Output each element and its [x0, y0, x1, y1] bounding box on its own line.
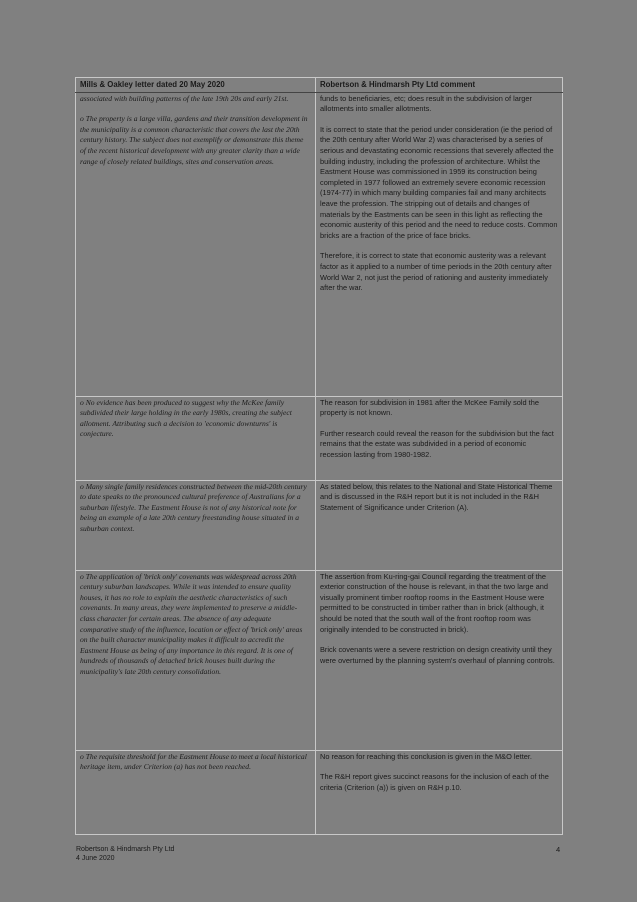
header-mills-oakley: Mills & Oakley letter dated 20 May 2020 — [76, 78, 316, 93]
footer-date: 4 June 2020 — [76, 855, 115, 862]
header-robertson-hindmarsh: Robertson & Hindmarsh Pty Ltd comment — [316, 78, 563, 93]
cell-paragraph: Further research could reveal the reason for the subdivision but the fact remains that the estate was subdivided in a period of economic recession lasting from 1980-1982. — [320, 428, 554, 459]
cell-paragraph: The R&H report gives succinct reasons for the inclusion of each of the criteria (Criterion (a)) is given on R&H p.10. — [320, 772, 549, 792]
table-row — [76, 750, 563, 834]
comparison-table — [75, 77, 563, 835]
mills-oakley-cell — [76, 396, 316, 480]
cell-paragraph: Therefore, it is correct to state that economic austerity was a relevant factor as it applied to a number of time periods in the 20th century after World War 2, not just the period of rationing and austerity immediately after the war. — [320, 251, 552, 293]
cell-paragraph: No reason for reaching this conclusion is given in the M&O letter. — [320, 751, 532, 761]
mills-oakley-cell — [76, 750, 316, 834]
footer-company: Robertson & Hindmarsh Pty Ltd — [76, 846, 175, 853]
cell-paragraph: As stated below, this relates to the National and State Historical Theme and is discussed in the R&H report but it is not included in the R&H Statement of Significance under Criterion (A). — [320, 481, 553, 512]
robertson-hindmarsh-cell — [316, 750, 563, 834]
cell-paragraph: o Many single family residences constructed between the mid-20th century to date speaks to the pronounced cultural preference of Australians for a suburban lifestyle. The Eastment House is not of any historical note for being an example of a late 20th century freestanding house situated in a suburban context. — [80, 481, 307, 533]
cell-paragraph: o The requisite threshold for the Eastment House to meet a local historical heritage item, under Criterion (a) has not been reached. — [80, 751, 307, 772]
cell-paragraph: o The property is a large villa, gardens and their transition development in the municipality is a common characteristic that covers the last the 20th century history. The subject does not exemplify or demonstrate this theme of the recent historical development with any greater clarity than a wide range of closely related buildings, sites and conservation areas. — [80, 114, 308, 166]
mills-oakley-cell — [76, 480, 316, 570]
cell-paragraph: The assertion from Ku-ring-gai Council regarding the treatment of the exterior construction of the house is relevant, in that the two large and visually prominent timber rooftop rooms in the Eastment House were permitted to be constructed in timber rather than in brick (although, it should be noted that the south wall of the front rooftop room was originally intended to be constructed in brick). — [320, 571, 549, 634]
cell-paragraph: o No evidence has been produced to suggest why the McKee family subdivided their large holding in the early 1980s, creating the subject allotment. Attributing such a decision to 'economic downturns' is conjecture. — [80, 397, 292, 439]
cell-paragraph: associated with building patterns of the late 19th 20s and early 21st. — [80, 93, 289, 103]
table-header-row — [76, 78, 563, 93]
cell-paragraph: funds to beneficiaries, etc; does result in the subdivision of larger allotments into smaller allotments. — [320, 93, 532, 114]
cell-paragraph: o The application of 'brick only' covenants was widespread across 20th century suburban landscapes. While it was intended to ensure quality houses, it has no role to explain the aesthetic characteristics of such covenants. In many areas, they were implemented to preserve a middle-class character for certain areas. The absence of any adequate comparative study of the influence, location or effect of 'brick only' areas on the built character municipality makes it difficult to accredit the Eastment House as being of any importance in this regard. It is one of hundreds of thousands of detached brick houses built during the municipality's late 20th century consolidation. — [80, 571, 303, 676]
table-row — [76, 396, 563, 480]
page-number: 4 — [556, 845, 561, 854]
table-row — [76, 570, 563, 750]
table-row — [76, 480, 563, 570]
mills-oakley-cell — [76, 570, 316, 750]
robertson-hindmarsh-cell — [316, 92, 563, 396]
page-footer — [76, 845, 174, 863]
cell-paragraph: It is correct to state that the period under consideration (ie the period of the 20th century after World War 2) was characterised by a series of serious and devastating economic recessions that severely affected the building industry, including the profession of architecture. Whilst the Eastment House was commissioned in 1959 its construction being completed in 1977 followed an extremely severe economic recession (1974-77) in which many building companies fail and many architects leave the profession. The stripping out of details and changes of materials by the Eastments can be seen in this light as reflecting the economic austerity of this period and the need to reduce costs. Common bricks are a fraction of the price of face bricks. — [320, 124, 558, 240]
cell-paragraph: Brick covenants were a severe restriction on design creativity until they were overturned by the planning system's overhaul of planning controls. — [320, 645, 555, 665]
robertson-hindmarsh-cell — [316, 570, 563, 750]
robertson-hindmarsh-cell — [316, 480, 563, 570]
robertson-hindmarsh-cell — [316, 396, 563, 480]
table-row — [76, 92, 563, 396]
mills-oakley-cell — [76, 92, 316, 396]
cell-paragraph: The reason for subdivision in 1981 after the McKee Family sold the property is not known. — [320, 397, 539, 418]
